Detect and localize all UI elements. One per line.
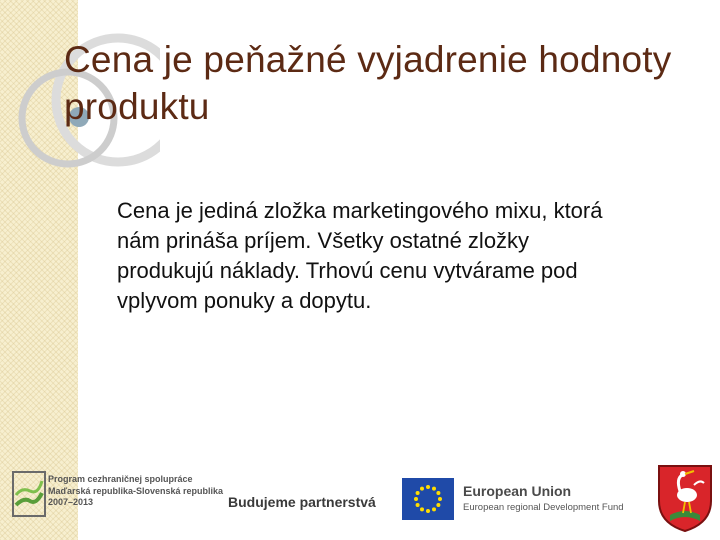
- slide-title: Cena je peňažné vyjadrenie hodnoty produktu: [64, 39, 672, 127]
- coat-of-arms-icon: [656, 463, 714, 533]
- footer-logos: [0, 455, 720, 540]
- program-line-1: Program cezhraničnej spolupráce: [48, 474, 193, 484]
- program-text: [48, 474, 224, 509]
- eu-title: European Union: [463, 483, 572, 499]
- eu-subtitle: European regional Development Fund: [463, 502, 624, 513]
- slogan: Budujeme partnerstvá: [228, 494, 376, 510]
- slide-body-text: Cena je jediná zložka marketingového mixu, ktorá nám prináša príjem. Všetky ostatné zložky produkujú náklady. Trhovú cenu vytvárame pod vplyvom ponuky a dopytu.: [117, 198, 603, 313]
- program-line-3: 2007–2013: [48, 497, 94, 507]
- program-logo-icon: [12, 471, 46, 517]
- program-line-2: Maďarská republika-Slovenská republika: [48, 485, 224, 496]
- eu-flag-icon: [402, 478, 454, 520]
